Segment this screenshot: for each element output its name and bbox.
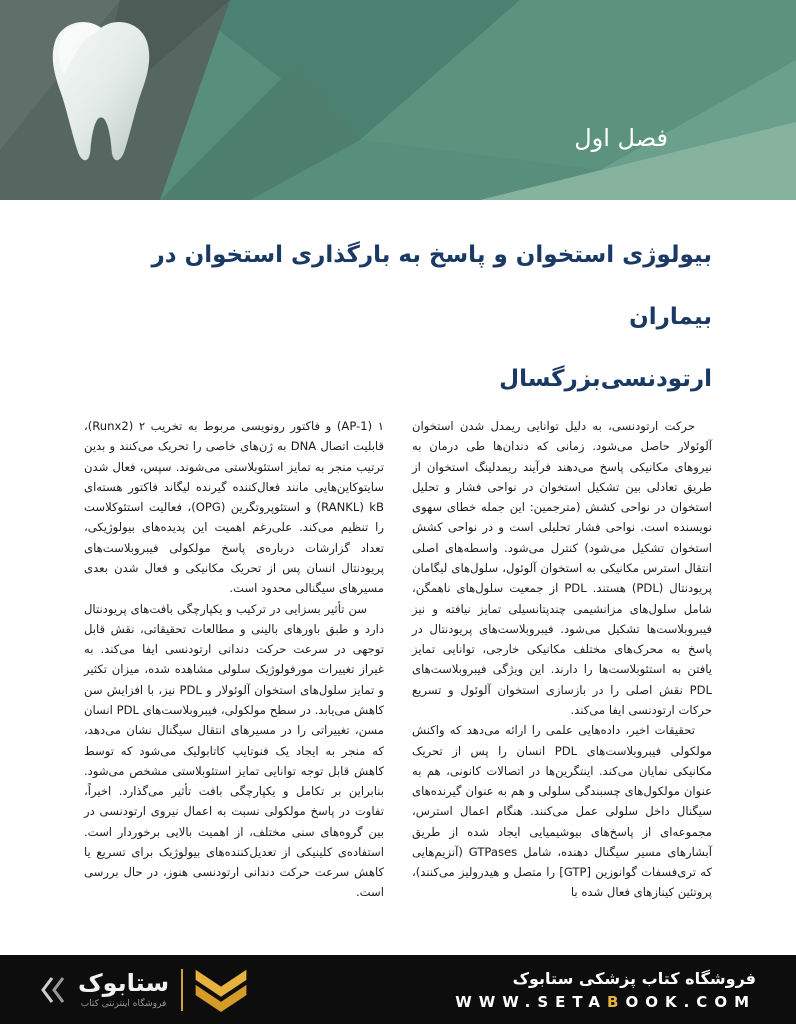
setabook-logo — [40, 968, 247, 1012]
chapter-title: فصل اول — [574, 124, 668, 152]
store-url — [455, 993, 756, 1011]
brand-wordmark — [78, 970, 169, 1009]
chapter-header-band — [0, 0, 796, 200]
body-columns — [84, 416, 712, 903]
store-name: فروشگاه کتاب پزشکی ستابوک — [512, 968, 756, 988]
page-title-line2: ارتودنسی‌بزرگسال — [499, 366, 712, 393]
paragraph: ۱ (AP-1) و فاکتور رونویسی مربوط به تخریب ۲ (Runx2)، قابلیت اتصال DNA به ژن‌های خاصی را تحریک می‌کنند و بدین ترتیب منجر به تمایز استئوبلاستی می‌شوند. سپس، فعال شدن سایتوکاین‌هایی مانند فعال‌کننده گیرنده لیگاند فاکتور هسته‌ای RANKL) kB) و استئوپروتگرین (OPG)، فعالیت استئوکلاست را تنظیم می‌کند. علی‌رغم اهمیت این پدیده‌های بیولوژیکی، تعداد گزارشات درباره‌ی پاسخ مولکولی فیبروبلاست‌های پریودنتال انسان پس از تحریک مکانیکی و فعال شدن بعدی مسیرهای سیگنالی محدود است. — [84, 419, 385, 596]
url-suffix: OOK.COM — [625, 992, 756, 1011]
tooth-icon — [42, 16, 160, 174]
double-chevron-icon — [40, 975, 66, 1005]
store-info — [455, 969, 756, 1011]
text-column-right — [412, 416, 712, 903]
brand-tagline: فروشگاه اینترنتی کتاب — [80, 999, 167, 1010]
text-column-left — [84, 416, 384, 903]
url-highlight: B — [607, 992, 626, 1011]
url-prefix: WWW.SETA — [455, 992, 608, 1011]
page-title — [84, 224, 712, 410]
paragraph: حرکت ارتودنسی، به دلیل توانایی ریمدل شدن استخوان آلوئولار حاصل می‌شود. زمانی که دندان‌ها طی درمان به نیروهای مکانیکی پاسخ می‌دهند فرآیند ریمدلینگ استخوان از طریق تعادلی بین تشکیل استخوان در نواحی فشار و تحلیل استخوان در نواحی کشش (مترجمین: این جمله خطای سهوی نویسنده است. نواحی فشار تحلیلی است و در نواحی کشش استخوان تشکیل می‌شود) کنترل می‌شود. واسطه‌های اصلی انتقال استرس مکانیکی به استخوان آلوئول، سلول‌های لیگامان پریودنتال (PDL) هستند. PDL از جمعیت سلول‌های ناهمگن، شامل سلول‌های مزانشیمی چندپتانسیلی تمایز نیافته و نیز فیبروبلاست‌ها تشکیل می‌شود. فیبروبلاست‌های پریودنتال در پاسخ به محرک‌های مختلف مکانیکی خارجی، توانایی تمایز یافتن به استئوبلاست‌ها را دارند. این ویژگی فیبروبلاست‌های PDL نقش اصلی را در بازسازی استخوان آلوئول و تسریع حرکات ارتودنسی ایفا می‌کند. — [412, 419, 712, 717]
page-title-line1: بیولوژی استخوان و پاسخ به بارگذاری استخوان در بیماران — [151, 242, 712, 331]
publisher-footer — [0, 955, 796, 1024]
brand-name: ستابوک — [78, 968, 170, 997]
paragraph: تحقیقات اخیر، داده‌هایی علمی را ارائه می‌دهد که واکنش مولکولی فیبروبلاست‌های PDL انسان را پس از تحریک مکانیکی نمایان می‌کند. اینتگرین‌ها در اتصالات کانونی، هم به عنوان مولکول‌های چسبندگی سلولی و هم به عنوان گیرنده‌های سیگنال داخل سلولی عمل می‌کنند. هنگام اعمال استرس، مجموعه‌ای از پاسخ‌های بیوشیمیایی ایجاد شده از طریق آبشارهای مسیر سیگنال دهنده، شامل GTPases (آنزیم‌هایی که تری‌فسفات گوانوزین [GTP] را متصل و هیدرولیز می‌کنند)، پروتئین کینازهای فعال شده با — [412, 723, 712, 900]
setabook-emblem-icon — [195, 968, 247, 1012]
paragraph: سن تأثیر بسزایی در ترکیب و یکپارچگی بافت‌های پریودنتال دارد و طبق باورهای بالینی و مطالعات تحقیقاتی، نقش قابل توجهی در سرعت حرکت دندانی ارتودنسی ایفا می‌کند. به غیراز تغییرات مورفولوژیک سلولی مشاهده شده، میزان تکثیر و تمایز سلول‌های استخوان آلوئولار و PDL نیز، با افزایش سن کاهش می‌یابد. در سطح مولکولی، فیبروبلاست‌های PDL انسان مسن، تغییراتی را در مسیرهای انتقال سیگنال نشان می‌دهد، که منجر به ایجاد یک فنوتایپ کاتابولیک می‌شود که توسط کاهش قابل توجه توانایی تمایز استئوبلاستی مشخص می‌شود. بنابراین بر تکامل و یکپارچگی بافت تأثیر می‌گذارد. اخیراً، تفاوت در پاسخ مولکولی نسبت به اعمال نیروی ارتودنسی در بین گروه‌های سنی مختلف، از اهمیت بالایی برخوردار است. استفاده‌ی کلینیکی از تعدیل‌کننده‌های بیولوژیک برای تسریع یا کاهش سرعت حرکت دندانی ارتودنسی هنوز، در حال بررسی است. — [84, 601, 384, 900]
logo-divider — [181, 969, 183, 1011]
